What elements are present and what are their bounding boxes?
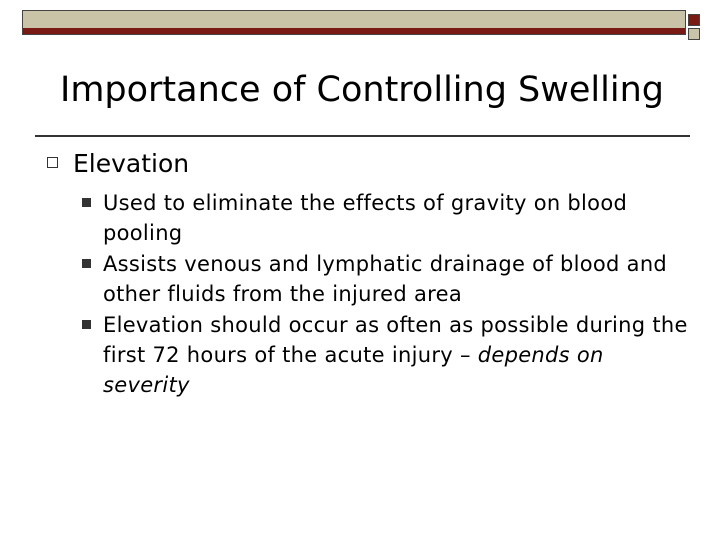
square-bullet-icon: [82, 259, 91, 268]
corner-square-dark: [688, 14, 700, 26]
sub-bullet-list: [82, 188, 692, 401]
square-bullet-icon: [82, 198, 91, 207]
list-item: [82, 249, 692, 309]
title-divider: [35, 135, 690, 137]
slide-title: Importance of Controlling Swelling: [60, 70, 664, 110]
bullet-elevation: Elevation: [73, 149, 190, 178]
list-item-text-plain: Elevation should occur as often as possible during the first 72 hours of the acute injury –: [103, 313, 688, 367]
list-item-text: [103, 310, 692, 400]
list-item-text: Assists venous and lymphatic drainage of blood and other fluids from the injured area: [103, 252, 668, 306]
top-decoration-bar: [22, 10, 686, 35]
corner-square-light: [688, 28, 700, 40]
list-item-text: Used to eliminate the effects of gravity on blood pooling: [103, 191, 628, 245]
list-item: [82, 188, 692, 248]
square-bullet-icon: [82, 320, 91, 329]
list-item-text-emphasis: depends on severity: [103, 343, 604, 397]
list-item: [82, 310, 692, 400]
hollow-square-bullet-icon: [47, 157, 58, 168]
